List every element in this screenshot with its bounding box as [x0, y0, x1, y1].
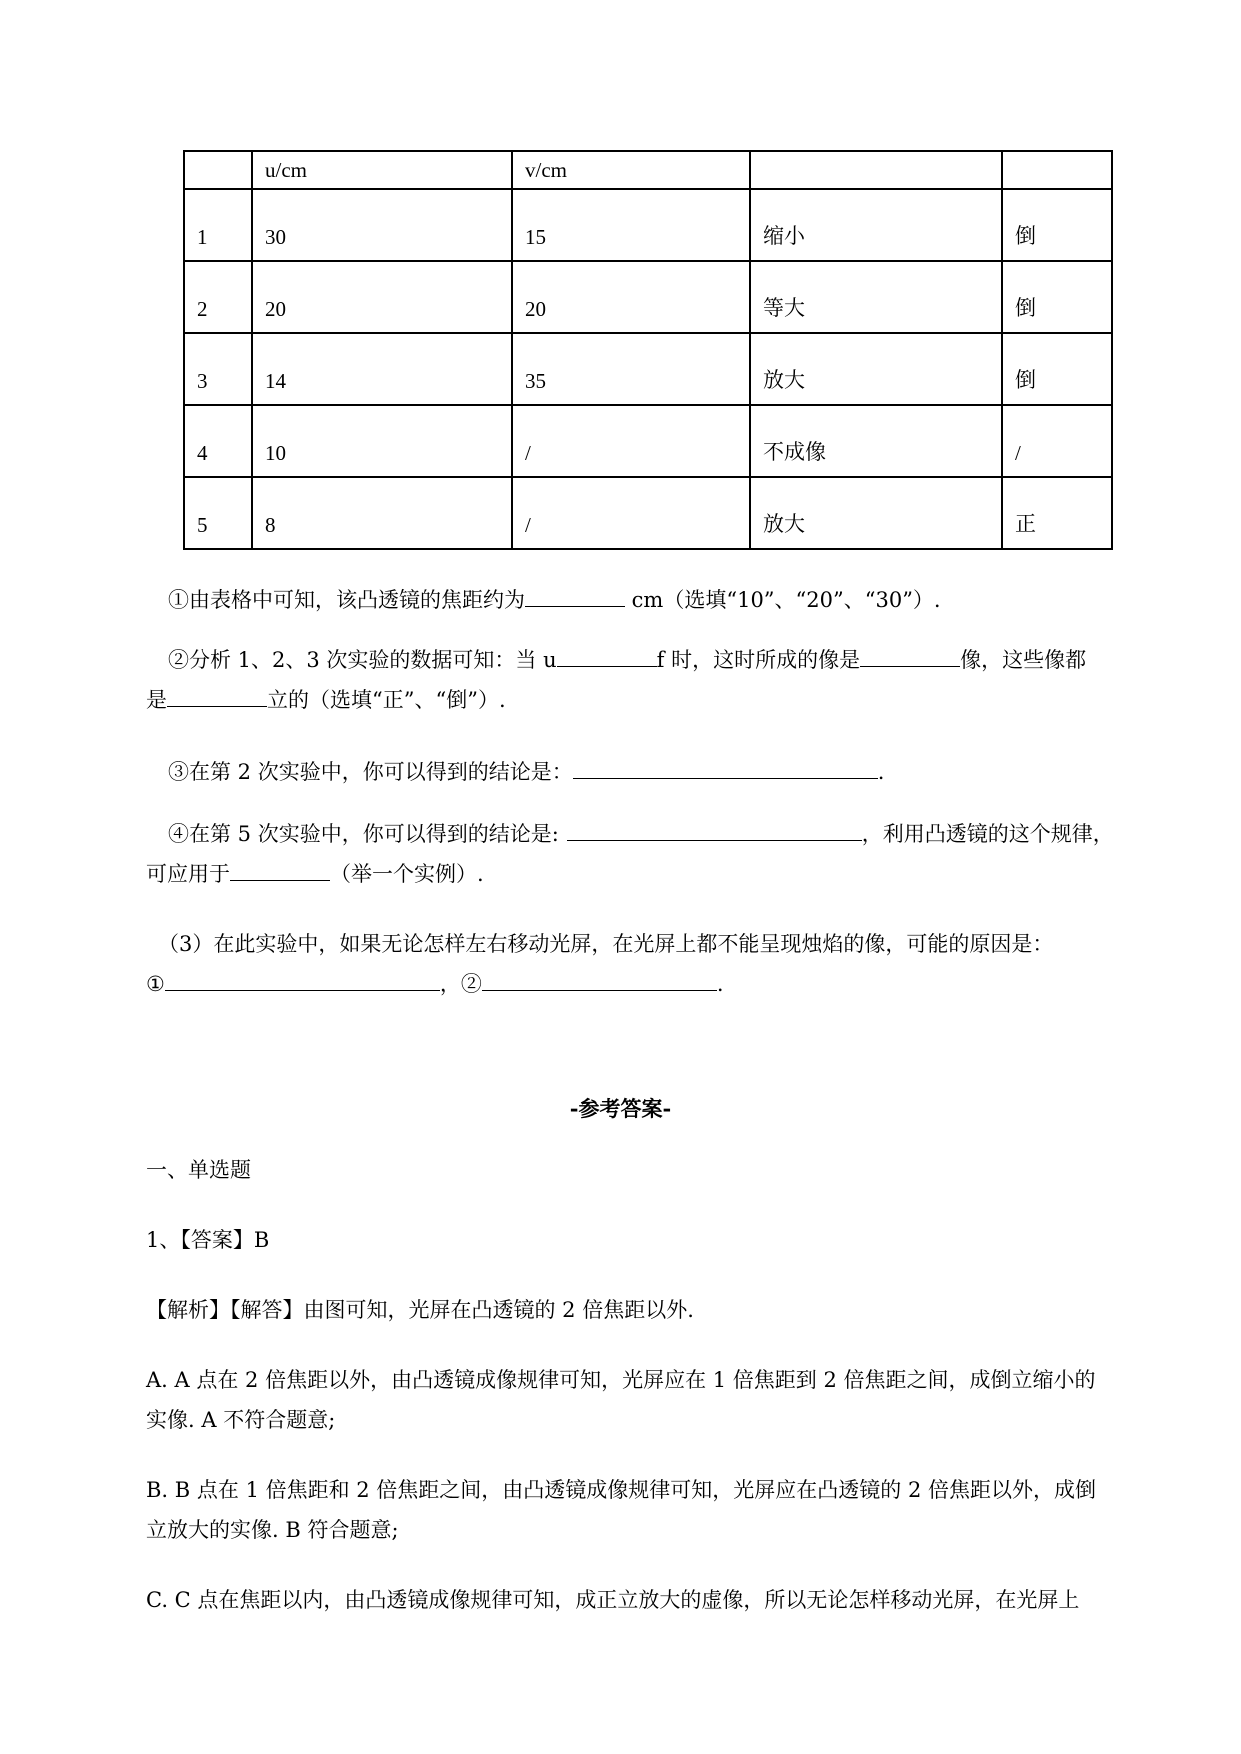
question-2-cont — [146, 680, 506, 720]
question-text: . — [716, 972, 724, 996]
table-row — [184, 261, 1112, 333]
question-text: 是 — [146, 688, 167, 712]
table-cell: 3 — [184, 333, 252, 405]
table-header-cell — [1002, 151, 1112, 189]
table-cell: 30 — [252, 189, 512, 261]
option-c-line-1: C. C 点在焦距以内，由凸透镜成像规律可知，成正立放大的虚像，所以无论怎样移动光屏，在光屏上 — [146, 1588, 1080, 1612]
question-text: 可应用于 — [146, 862, 230, 886]
table-cell: 缩小 — [750, 189, 1002, 261]
question-text: 像，这些像都 — [960, 648, 1087, 672]
table-header-row — [184, 151, 1112, 189]
table-cell: 10 — [252, 405, 512, 477]
question-text: 立的（选填“正”、“倒”）. — [267, 688, 506, 712]
question-text: ，利用凸透镜的这个规律， — [861, 822, 1114, 846]
question-5 — [158, 924, 1053, 964]
answer-blank[interactable] — [230, 856, 330, 881]
table-cell: 1 — [184, 189, 252, 261]
question-5-cont — [146, 964, 724, 1004]
question-text: ① — [146, 972, 165, 996]
option-a-line-2: 实像. A 不符合题意; — [146, 1408, 336, 1432]
option-b-line-1: B. B 点在 1 倍焦距和 2 倍焦距之间，由凸透镜成像规律可知，光屏应在凸透镜的 2 倍焦距以外，成倒 — [146, 1478, 1097, 1502]
question-4-cont — [146, 854, 484, 894]
answer-blank[interactable] — [525, 582, 625, 607]
question-text: （3）在此实验中，如果无论怎样左右移动光屏，在光屏上都不能呈现烛焰的像，可能的原因是： — [158, 932, 1054, 956]
table-header-cell — [184, 151, 252, 189]
answer-item-1: 1、【答案】B — [146, 1228, 270, 1252]
table-row — [184, 333, 1112, 405]
answer-blank[interactable] — [557, 642, 657, 667]
table-cell: 等大 — [750, 261, 1002, 333]
answer-blank[interactable] — [482, 966, 717, 991]
table-cell: 8 — [252, 477, 512, 549]
table-cell: 35 — [512, 333, 750, 405]
table-row — [184, 477, 1112, 549]
answer-blank[interactable] — [567, 816, 862, 841]
question-1 — [168, 580, 941, 620]
table-cell: 14 — [252, 333, 512, 405]
question-text: ③在第 2 次实验中，你可以得到的结论是： — [168, 760, 573, 784]
experiment-data-table — [183, 150, 1113, 550]
table-cell: 倒 — [1002, 261, 1112, 333]
analysis-text: 【解析】【解答】由图可知，光屏在凸透镜的 2 倍焦距以外. — [146, 1298, 694, 1322]
table-cell: 倒 — [1002, 189, 1112, 261]
answer-section-title: -参考答案- — [569, 1096, 672, 1121]
answer-blank[interactable] — [167, 682, 267, 707]
question-text: . — [877, 760, 885, 784]
section-heading: 一、单选题 — [146, 1158, 251, 1182]
question-2 — [168, 640, 1086, 680]
answer-blank[interactable] — [860, 642, 960, 667]
table-cell: 放大 — [750, 333, 1002, 405]
table-cell: / — [512, 405, 750, 477]
table-cell: 15 — [512, 189, 750, 261]
table-cell: 20 — [252, 261, 512, 333]
table-header-cell — [750, 151, 1002, 189]
table-header-cell: u/cm — [252, 151, 512, 189]
option-a-line-1: A. A 点在 2 倍焦距以外，由凸透镜成像规律可知，光屏应在 1 倍焦距到 2 倍焦距之间，成倒立缩小的 — [146, 1368, 1096, 1392]
question-text: （举一个实例）. — [330, 862, 484, 886]
question-text: cm（选填“10”、“20”、“30”）. — [625, 588, 941, 612]
table-cell: / — [512, 477, 750, 549]
table-cell: 4 — [184, 405, 252, 477]
table-row — [184, 405, 1112, 477]
table-cell: 5 — [184, 477, 252, 549]
table-cell: 2 — [184, 261, 252, 333]
table-cell: 20 — [512, 261, 750, 333]
question-3 — [168, 752, 884, 792]
question-text: f 时，这时所成的像是 — [656, 648, 861, 672]
table-cell: 正 — [1002, 477, 1112, 549]
table-cell: 不成像 — [750, 405, 1002, 477]
question-text: ，② — [439, 972, 482, 996]
table-cell: 放大 — [750, 477, 1002, 549]
question-text: ①由表格中可知，该凸透镜的焦距约为 — [168, 588, 525, 612]
table-row — [184, 189, 1112, 261]
table-header-cell: v/cm — [512, 151, 750, 189]
answer-blank[interactable] — [165, 966, 440, 991]
question-4 — [168, 814, 1114, 854]
answer-blank[interactable] — [573, 754, 878, 779]
table-cell: 倒 — [1002, 333, 1112, 405]
question-text: ④在第 5 次实验中，你可以得到的结论是: — [168, 822, 559, 846]
table-cell: / — [1002, 405, 1112, 477]
option-b-line-2: 立放大的实像. B 符合题意; — [146, 1518, 399, 1542]
question-text: ②分析 1、2、3 次实验的数据可知：当 u — [168, 648, 557, 672]
